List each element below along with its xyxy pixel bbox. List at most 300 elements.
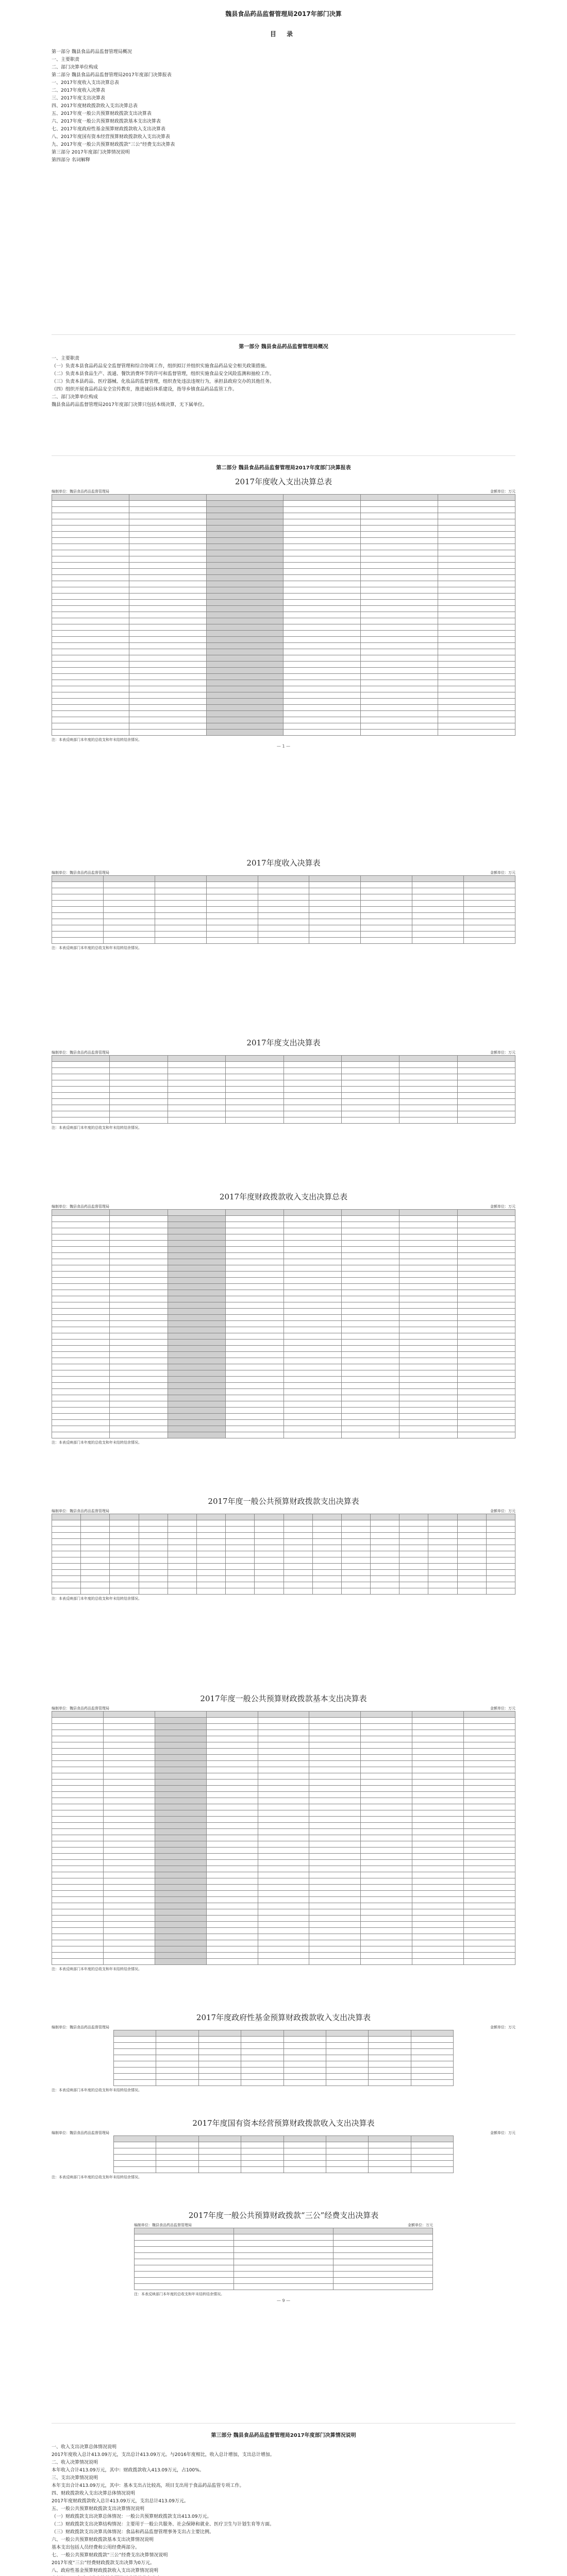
table-cell: [341, 1228, 399, 1234]
table-cell: [341, 1117, 399, 1124]
table-cell: [486, 1520, 515, 1527]
table-of-contents: [52, 48, 515, 164]
toc-item: 一、2017年度收入支出决算总表: [52, 80, 119, 86]
table-row: [52, 668, 515, 674]
table-cell: [52, 674, 129, 680]
table-cell: [464, 1953, 515, 1959]
table-cell: [341, 1074, 399, 1080]
table-cell: [284, 618, 361, 624]
table-cell: [371, 1527, 399, 1533]
table-cell: [361, 907, 412, 913]
table-cell: [399, 1247, 457, 1253]
table-cell: [361, 1798, 412, 1804]
table-cell: [284, 600, 361, 606]
table-cell: [52, 526, 129, 532]
table-cell: [52, 1792, 104, 1798]
table-cell: [284, 550, 361, 556]
table-cell: [168, 1576, 196, 1582]
table-cell: [258, 1953, 309, 1959]
table-cell: [52, 1755, 104, 1761]
table-cell: [226, 1364, 284, 1370]
table-row: [52, 1730, 515, 1736]
table-cell: [309, 919, 361, 925]
table-cell: [226, 1533, 255, 1539]
table-cell: [168, 1111, 225, 1117]
table-cell: [284, 1582, 312, 1588]
table-cell: [206, 1736, 258, 1742]
table-cell: [284, 686, 361, 692]
table-cell: [399, 1582, 428, 1588]
table-cell: [284, 1278, 341, 1284]
table-cell: [312, 1527, 341, 1533]
table-cell: [464, 1946, 515, 1953]
table-cell: [103, 1829, 155, 1835]
table-cell: [438, 717, 515, 723]
table-row: [52, 730, 515, 736]
table-cell: [258, 1934, 309, 1940]
header-cell: [198, 2136, 241, 2142]
table-cell: [255, 1588, 284, 1595]
table-cell: [412, 882, 464, 888]
table-cell: [399, 1346, 457, 1352]
table-cell: [326, 2049, 368, 2055]
table-row: [135, 2272, 433, 2278]
table-cell: [110, 1327, 168, 1333]
table-cell: [52, 637, 129, 643]
table-row: [52, 1309, 515, 1315]
table-row: [52, 1878, 515, 1885]
table-cell: [52, 1570, 81, 1576]
table-cell: [196, 1582, 225, 1588]
toc-item: 二、部门决算单位构成: [52, 65, 98, 70]
table-cell: [129, 649, 206, 655]
table-cell: [52, 662, 129, 668]
table-cell: [103, 1755, 155, 1761]
table-cell: [114, 2161, 156, 2167]
table-cell: [341, 1241, 399, 1247]
table-cell: [309, 925, 361, 931]
toc-heading: 目 录: [270, 30, 297, 38]
table-cell: [241, 2061, 284, 2067]
table-cell: [399, 1290, 457, 1296]
table-cell: [129, 655, 206, 662]
table-cell: [110, 1253, 168, 1259]
header-cell: [52, 876, 104, 882]
table-cell: [412, 1742, 464, 1749]
table2-title: 2017年度收入决算表: [246, 858, 321, 868]
table1-unit: 金额单位：万元: [490, 489, 515, 494]
header-cell: [156, 2030, 198, 2037]
table-cell: [255, 1539, 284, 1545]
table-cell: [52, 1903, 104, 1909]
toc-item: 第四部分 名词解释: [52, 158, 90, 163]
table-cell: [129, 507, 206, 513]
table-cell: [457, 1414, 515, 1420]
table-cell: [438, 519, 515, 526]
table-cell: [103, 1724, 155, 1730]
table-cell: [81, 1588, 110, 1595]
table-cell: [110, 1290, 168, 1296]
table-cell: [155, 888, 206, 894]
table-cell: [309, 1742, 361, 1749]
table-cell: [361, 526, 438, 532]
table-cell: [156, 2148, 198, 2155]
table-cell: [52, 1749, 104, 1755]
table1-meta: [52, 489, 515, 494]
table-cell: [341, 1111, 399, 1117]
table-cell: [412, 1798, 464, 1804]
table-cell: [52, 1872, 104, 1878]
table-cell: [361, 711, 438, 717]
table-cell: [52, 600, 129, 606]
table-cell: [284, 1557, 312, 1564]
table-cell: [399, 1395, 457, 1401]
table-cell: [196, 1570, 225, 1576]
table-cell: [457, 1321, 515, 1327]
header-cell: [411, 2136, 453, 2142]
table-cell: [206, 901, 258, 907]
paragraph: （三）财政拨款支出决算具体情况：食品和药品监督管理事务支出占主要比例。: [52, 2530, 214, 2535]
header-cell: [81, 1514, 110, 1520]
table-cell: [139, 1539, 168, 1545]
table-cell: [284, 1080, 341, 1087]
table-cell: [326, 2074, 368, 2080]
table-cell: [103, 1959, 155, 1965]
table-cell: [438, 680, 515, 686]
table-cell: [464, 1854, 515, 1860]
table-cell: [258, 919, 309, 925]
table-cell: [486, 1527, 515, 1533]
header-cell: [412, 1711, 464, 1718]
header-cell: [333, 2228, 433, 2234]
table-row: [52, 888, 515, 894]
table-cell: [168, 1080, 225, 1087]
table-cell: [206, 1860, 258, 1866]
table-cell: [399, 1278, 457, 1284]
table-row: [52, 1062, 515, 1068]
table-cell: [103, 1872, 155, 1878]
table-row: [52, 1327, 515, 1333]
header-cell: [52, 1210, 110, 1216]
table-row: [52, 1922, 515, 1928]
table-cell: [52, 1290, 110, 1296]
table-cell: [129, 612, 206, 618]
table-cell: [168, 1216, 225, 1222]
table-cell: [155, 1817, 206, 1823]
table8-unit: 金额单位：万元: [490, 2131, 515, 2135]
table-cell: [464, 1823, 515, 1829]
table-cell: [312, 1545, 341, 1551]
table-row: [52, 519, 515, 526]
table-cell: [438, 686, 515, 692]
table-cell: [155, 1829, 206, 1835]
header-cell: [52, 1514, 81, 1520]
table-cell: [486, 1539, 515, 1545]
table-cell: [206, 1848, 258, 1854]
table-row: [52, 1216, 515, 1222]
table-cell: [103, 1916, 155, 1922]
table-cell: [361, 1724, 412, 1730]
table-cell: [196, 1564, 225, 1570]
table-cell: [309, 1872, 361, 1878]
table-cell: [412, 1959, 464, 1965]
table-cell: [457, 1520, 486, 1527]
table-cell: [341, 1377, 399, 1383]
table-cell: [341, 1520, 370, 1527]
table-row: [52, 600, 515, 606]
table-cell: [135, 2241, 234, 2247]
table-cell: [52, 1265, 110, 1272]
table-row: [52, 581, 515, 587]
table-cell: [361, 1878, 412, 1885]
table-cell: [361, 1742, 412, 1749]
table-cell: [457, 1432, 515, 1438]
table-row: [52, 1903, 515, 1909]
header-cell: [428, 1514, 457, 1520]
table-cell: [226, 1321, 284, 1327]
table-cell: [168, 1253, 225, 1259]
table-cell: [312, 1539, 341, 1545]
table-cell: [464, 1817, 515, 1823]
table-cell: [241, 2049, 284, 2055]
table-cell: [284, 569, 361, 575]
table-cell: [110, 1352, 168, 1358]
table-row: [52, 1093, 515, 1099]
table-cell: [206, 1903, 258, 1909]
table-cell: [206, 1866, 258, 1872]
table-cell: [371, 1564, 399, 1570]
table-row: [52, 1533, 515, 1539]
table-cell: [168, 1527, 196, 1533]
table-cell: [226, 1420, 284, 1426]
table-cell: [168, 1383, 225, 1389]
table-row: [52, 606, 515, 612]
table-row: [52, 612, 515, 618]
table-cell: [428, 1576, 457, 1582]
table-cell: [155, 1897, 206, 1903]
table-cell: [206, 618, 284, 624]
table-cell: [155, 1891, 206, 1897]
table-cell: [168, 1377, 225, 1383]
table-row: [52, 1946, 515, 1953]
table-cell: [52, 1773, 104, 1780]
table-row: [52, 1241, 515, 1247]
table-cell: [155, 1928, 206, 1934]
header-cell: [52, 1056, 110, 1062]
table-cell: [206, 532, 284, 538]
table-row: [52, 1829, 515, 1835]
table-cell: [168, 1228, 225, 1234]
table-cell: [309, 1817, 361, 1823]
table7-unit: 金额单位：万元: [490, 2025, 515, 2029]
table-cell: [52, 1278, 110, 1284]
table-cell: [226, 1551, 255, 1557]
table-row: [52, 1934, 515, 1940]
table-cell: [52, 1909, 104, 1916]
header-cell: [284, 1514, 312, 1520]
table-cell: [52, 1080, 110, 1087]
table4-org: 编制单位：魏县食品药品监督管理局: [52, 1205, 109, 1209]
table-row: [52, 882, 515, 888]
header-cell: [284, 495, 361, 501]
table-row: [52, 894, 515, 901]
table-cell: [206, 526, 284, 532]
table-cell: [198, 2067, 241, 2074]
table-cell: [284, 2061, 326, 2067]
table-cell: [139, 1570, 168, 1576]
table-cell: [464, 1724, 515, 1730]
table-cell: [412, 1829, 464, 1835]
table-cell: [155, 1860, 206, 1866]
table-cell: [438, 544, 515, 550]
table-row: [52, 1222, 515, 1228]
table-cell: [399, 1111, 457, 1117]
table-cell: [341, 1080, 399, 1087]
table-row: [52, 1940, 515, 1946]
table-cell: [399, 1432, 457, 1438]
part3-title: 第三部分 魏县食品药品监督管理局2017年度部门决算情况说明: [211, 2433, 356, 2438]
table-cell: [412, 1878, 464, 1885]
table-row: [52, 1527, 515, 1533]
table-cell: [52, 1860, 104, 1866]
table-cell: [129, 513, 206, 519]
table-cell: [326, 2055, 368, 2061]
table-cell: [206, 882, 258, 888]
table8-org: 编制单位：魏县食品药品监督管理局: [52, 2131, 109, 2135]
table-cell: [241, 2067, 284, 2074]
table-cell: [168, 1247, 225, 1253]
table-cell: [341, 1068, 399, 1074]
table-cell: [155, 1780, 206, 1786]
table-cell: [412, 1934, 464, 1940]
header-cell: [438, 495, 515, 501]
table-cell: [309, 901, 361, 907]
table-cell: [129, 680, 206, 686]
table-cell: [110, 1588, 139, 1595]
table-cell: [206, 612, 284, 618]
table-cell: [258, 1755, 309, 1761]
table-cell: [135, 2247, 234, 2253]
table-cell: [326, 2142, 368, 2148]
table-cell: [438, 692, 515, 699]
table-row: [114, 2061, 454, 2067]
table-cell: [341, 1093, 399, 1099]
table-cell: [168, 1564, 196, 1570]
table-cell: [52, 1742, 104, 1749]
table-cell: [457, 1364, 515, 1370]
table-row: [52, 631, 515, 637]
table-cell: [52, 1866, 104, 1872]
table9: [52, 2228, 515, 2290]
table-cell: [206, 1773, 258, 1780]
table-cell: [399, 1302, 457, 1309]
header-cell: [399, 1056, 457, 1062]
table-cell: [457, 1340, 515, 1346]
table2-meta: [52, 870, 515, 875]
page-break: [52, 455, 515, 456]
table-cell: [258, 1804, 309, 1810]
table-cell: [206, 1761, 258, 1767]
table-cell: [464, 919, 515, 925]
paragraph: 2017年度收入总计413.09万元，支出总计413.09万元。与2016年度相比，收入总计增加，支出总计增加。: [52, 2452, 275, 2458]
table-cell: [52, 1780, 104, 1786]
table-cell: [412, 1922, 464, 1928]
table-cell: [309, 1730, 361, 1736]
table-cell: [399, 1401, 457, 1408]
table-cell: [399, 1093, 457, 1099]
table-cell: [206, 1780, 258, 1786]
table-cell: [464, 938, 515, 944]
table-cell: [168, 1068, 225, 1074]
table-cell: [399, 1370, 457, 1377]
table-cell: [139, 1545, 168, 1551]
table-cell: [206, 1823, 258, 1829]
table-cell: [412, 913, 464, 919]
table-row: [52, 1333, 515, 1340]
table-cell: [284, 1545, 312, 1551]
table-cell: [412, 1866, 464, 1872]
table-cell: [457, 1588, 486, 1595]
table-cell: [241, 2155, 284, 2161]
paragraph: （三）负责本县药品、医疗器械、化妆品的监督管理，组织查处违法违规行为，承担县政府交办的其他任务。: [52, 379, 275, 384]
table-cell: [361, 643, 438, 649]
header-cell: [361, 1711, 412, 1718]
table-row: [52, 1742, 515, 1749]
table-cell: [226, 1527, 255, 1533]
table-cell: [284, 1087, 341, 1093]
paragraph: 八、政府性基金预算财政拨款收入支出决算情况说明: [52, 2568, 159, 2573]
table-row: [52, 556, 515, 563]
table-cell: [198, 2167, 241, 2173]
table-cell: [309, 1736, 361, 1742]
table-cell: [464, 1860, 515, 1866]
table-row: [52, 526, 515, 532]
table-cell: [284, 692, 361, 699]
table-cell: [258, 901, 309, 907]
table-cell: [412, 1718, 464, 1724]
table7-title: 2017年度政府性基金预算财政拨款收入支出决算表: [196, 2013, 371, 2022]
header-cell: [198, 2030, 241, 2037]
table-row: [52, 1074, 515, 1080]
table-row: [52, 1315, 515, 1321]
table-cell: [457, 1290, 515, 1296]
table-row: [135, 2253, 433, 2259]
table-cell: [457, 1080, 515, 1087]
table-cell: [52, 1408, 110, 1414]
table-cell: [412, 1810, 464, 1817]
table-cell: [361, 730, 438, 736]
table-cell: [110, 1533, 139, 1539]
table-cell: [457, 1389, 515, 1395]
table-cell: [103, 1773, 155, 1780]
table-cell: [168, 1315, 225, 1321]
table-cell: [156, 2061, 198, 2067]
table-cell: [135, 2278, 234, 2284]
table-cell: [206, 907, 258, 913]
table-cell: [226, 1557, 255, 1564]
table-cell: [309, 1724, 361, 1730]
table-cell: [255, 1520, 284, 1527]
table-cell: [361, 1860, 412, 1866]
table-cell: [361, 1780, 412, 1786]
table-cell: [103, 1767, 155, 1773]
table-cell: [464, 1909, 515, 1916]
table-cell: [486, 1557, 515, 1564]
table-cell: [438, 674, 515, 680]
table-cell: [129, 569, 206, 575]
table-cell: [52, 569, 129, 575]
header-row: [52, 1514, 515, 1520]
